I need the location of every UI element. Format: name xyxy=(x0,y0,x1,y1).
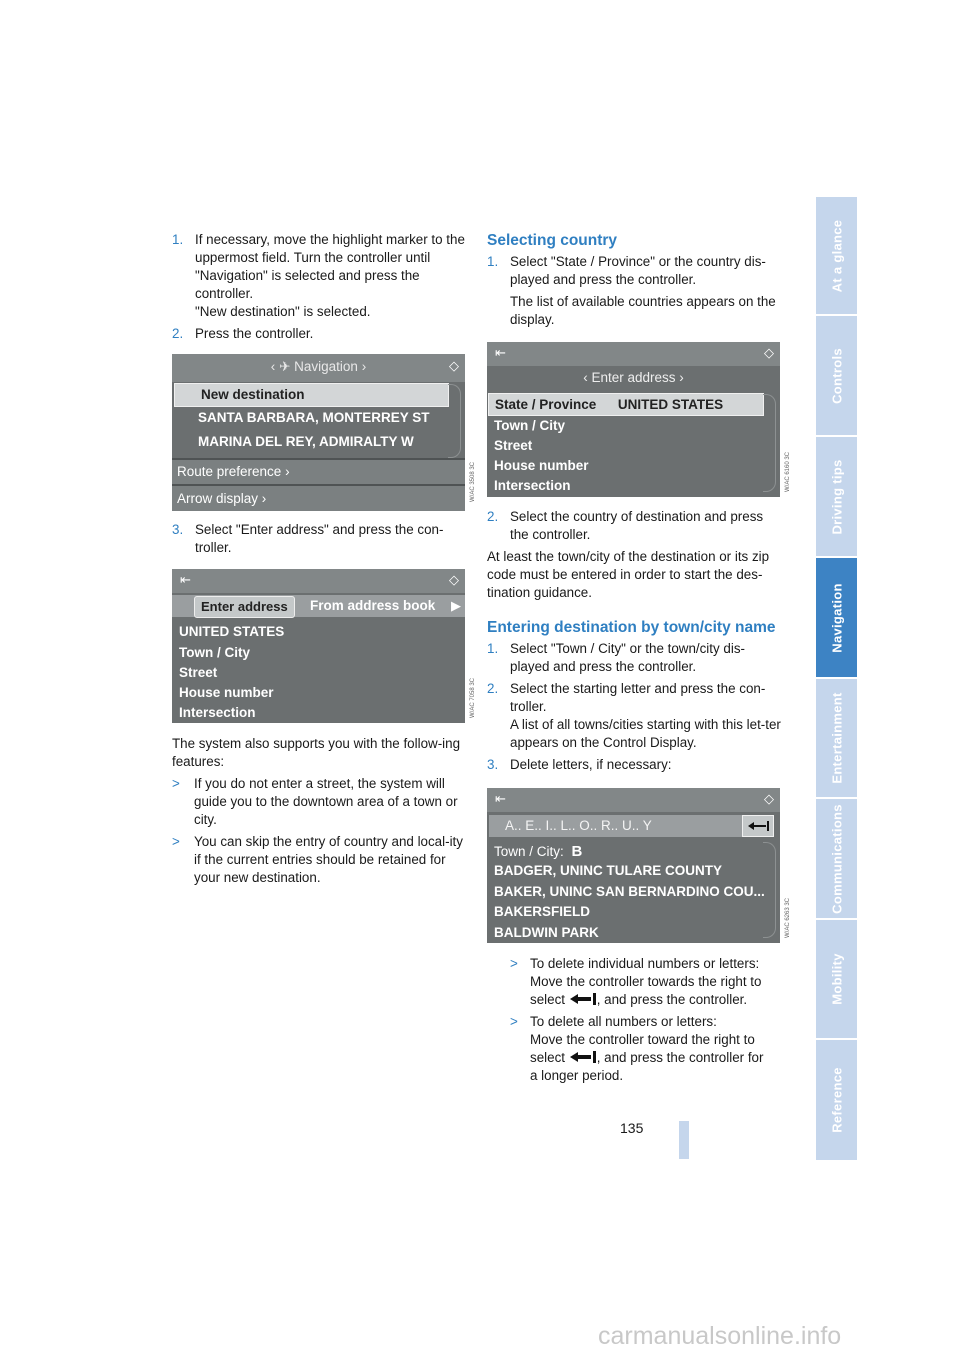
heading-entering-destination: Entering destination by town/city name xyxy=(487,619,776,636)
tab-mobility[interactable]: Mobility xyxy=(816,920,857,1040)
list-item[interactable]: Town / City xyxy=(179,645,250,660)
alphabet-strip[interactable]: A.. E.. I.. L.. O.. R.. U.. Y xyxy=(489,815,742,837)
screen-title: ‹ Enter address › xyxy=(583,370,684,385)
list-item[interactable]: House number xyxy=(179,685,274,700)
delete-arrow-icon xyxy=(569,993,597,1005)
right-column-top xyxy=(487,231,783,333)
menu-item[interactable]: MARINA DEL REY, ADMIRALTY W xyxy=(198,434,414,449)
town-city-screen xyxy=(487,788,780,943)
watermark: carmanualsonline.info xyxy=(598,1322,842,1350)
bullet-item: > To delete all numbers or letters: Move the controller toward the right to select , and press the controller for a longer period. xyxy=(510,1014,764,1083)
tab-controls[interactable]: Controls xyxy=(816,316,857,437)
bullet-item: > If you do not enter a street, the system will guide you to the downtown area of a town or city. xyxy=(172,776,458,827)
figure-code: W/AC 7058 3C xyxy=(470,677,476,718)
left-column-top xyxy=(172,231,467,347)
step-1 xyxy=(172,231,467,321)
scrollbar[interactable] xyxy=(763,394,776,492)
step-2: 2. Select the starting letter and press the con-troller. A list of all towns/cities starting with this let-ter appears on the Control Display. xyxy=(487,681,781,750)
list-item[interactable]: Intersection xyxy=(494,478,571,493)
list-item[interactable]: House number xyxy=(494,458,589,473)
figure-code: W/AC 3508 3C xyxy=(470,461,476,502)
back-arrow-icon[interactable]: ⇤ xyxy=(495,791,506,806)
tab-driving-tips[interactable]: Driving tips xyxy=(816,437,857,558)
figure-code: W/AC 6263 3C xyxy=(785,897,791,938)
screen-topbar xyxy=(487,788,780,812)
chevron-right-icon: › xyxy=(361,359,367,374)
list-item[interactable]: UNITED STATES xyxy=(179,624,285,639)
left-column-bottom xyxy=(172,735,467,891)
step-note: "New destination" is selected. xyxy=(195,304,371,319)
section-tabs xyxy=(816,197,857,1160)
menu-item-highlighted[interactable]: New destination xyxy=(174,383,449,407)
tab-from-address-book[interactable]: From address book xyxy=(310,598,436,613)
settings-diamond-icon: ◇ xyxy=(449,572,459,587)
screen-topbar xyxy=(172,569,465,593)
step-2 xyxy=(172,325,467,343)
tab-reference[interactable]: Reference xyxy=(816,1040,857,1160)
list-item[interactable]: BAKERSFIELD xyxy=(494,904,591,919)
tab-entertainment[interactable]: Entertainment xyxy=(816,679,857,799)
settings-diamond-icon: ◇ xyxy=(764,791,774,806)
navigation-screen xyxy=(172,354,465,511)
page-marker-bar xyxy=(679,1121,689,1159)
list-item[interactable]: BALDWIN PARK xyxy=(494,925,599,940)
town-city-label: Town / City: B xyxy=(494,843,583,860)
delete-bullets xyxy=(510,955,782,1089)
tab-navigation[interactable]: Navigation xyxy=(816,558,857,679)
list-item[interactable]: Street xyxy=(494,438,533,453)
nav-title: ‹ ✈ Navigation › xyxy=(270,359,367,374)
typed-letter: B xyxy=(571,843,583,860)
list-item[interactable]: Intersection xyxy=(179,705,256,720)
page-number: 135 xyxy=(620,1120,644,1136)
state-province-screen xyxy=(487,342,780,497)
menu-item[interactable]: Arrow display › xyxy=(172,486,465,511)
bullet-item: > You can skip the entry of country and local-ity if the current entries should be retained for your new destination. xyxy=(172,834,463,885)
list-item[interactable]: BAKER, UNINC SAN BERNARDINO COU... xyxy=(494,884,765,899)
right-column-middle xyxy=(487,508,783,778)
step-3: 3. Select "Enter address" and press the con-troller. xyxy=(172,522,444,555)
step-number: 1. xyxy=(172,232,184,247)
step-text: Press the controller. xyxy=(195,326,314,341)
list-item-highlighted[interactable]: State / Province UNITED STATES xyxy=(488,393,764,416)
satellite-icon: ✈ xyxy=(279,359,291,374)
heading-selecting-country: Selecting country xyxy=(487,232,618,249)
back-arrow-icon[interactable]: ⇤ xyxy=(495,345,506,360)
step-3: 3. Delete letters, if necessary: xyxy=(487,757,672,772)
list-item[interactable]: Town / City xyxy=(494,418,565,433)
enter-address-screen xyxy=(172,569,465,723)
play-right-icon[interactable]: ▶ xyxy=(451,598,461,613)
step-1: 1. Select "Town / City" or the town/city dis-played and press the controller. xyxy=(487,641,745,674)
delete-button[interactable] xyxy=(742,815,774,837)
paragraph: At least the town/city of the destination or its zip code must be entered in order to start the des-tination guidance. xyxy=(487,549,770,600)
figure-code: W/AC 6160 3C xyxy=(785,451,791,492)
screen-topbar xyxy=(487,342,780,366)
step-number: 2. xyxy=(172,326,184,341)
chevron-left-icon: ‹ xyxy=(270,359,276,374)
tab-enter-address[interactable]: Enter address xyxy=(194,596,295,618)
settings-diamond-icon: ◇ xyxy=(764,345,774,360)
features-intro: The system also supports you with the follow-ing features: xyxy=(172,736,461,769)
back-arrow-icon[interactable]: ⇤ xyxy=(180,572,191,587)
step-2: 2. Select the country of destination and press the controller. xyxy=(487,509,764,542)
scrollbar[interactable] xyxy=(763,842,776,938)
delete-arrow-icon xyxy=(743,816,773,836)
settings-diamond-icon: ◇ xyxy=(449,358,459,373)
bullet-item: > To delete individual numbers or letters: Move the controller towards the right to select , and press the controller. xyxy=(510,956,762,1007)
tab-at-a-glance[interactable]: At a glance xyxy=(816,197,857,316)
list-item[interactable]: Street xyxy=(179,665,218,680)
list-item[interactable]: BADGER, UNINC TULARE COUNTY xyxy=(494,863,722,878)
step-1: 1. Select "State / Province" or the country dis-played and press the controller. The list of available countries appears on the display. xyxy=(487,254,776,327)
delete-arrow-icon xyxy=(569,1051,597,1063)
tab-communications[interactable]: Communications xyxy=(816,799,857,920)
scrollbar[interactable] xyxy=(448,384,461,458)
menu-item[interactable]: SANTA BARBARA, MONTERREY ST xyxy=(198,410,430,425)
menu-item[interactable]: Route preference › xyxy=(172,460,465,484)
step-text: If necessary, move the highlight marker to the uppermost field. Turn the controller until "Navigation" is selected and press the controller. xyxy=(195,232,465,301)
